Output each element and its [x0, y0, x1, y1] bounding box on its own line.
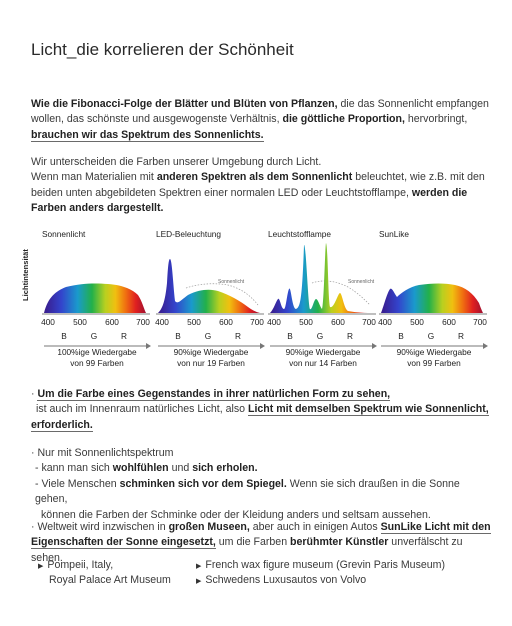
b3-t7: unverfälscht zu sehen.	[31, 536, 463, 564]
band-b: B	[61, 331, 67, 341]
reference-curve-label: Sonnenlicht	[218, 279, 245, 285]
caption-line1: 100%ige Wiedergabe	[57, 347, 137, 357]
band-r: R	[347, 331, 353, 341]
chart-label: Sonnenlicht	[42, 229, 86, 239]
tick-700: 700	[136, 317, 150, 327]
bullet1-text: ist auch im Innenraum natürliches Licht, also	[36, 403, 248, 416]
sunlight-spectrum-bullet	[31, 446, 491, 523]
spectrum-chart-sunlight	[42, 225, 152, 385]
caption-line2: von nur 19 Farben	[177, 357, 245, 368]
list-item	[196, 558, 445, 574]
caption-line2: von 99 Farben	[407, 357, 461, 368]
tick-400: 400	[155, 317, 169, 327]
chart-label: Leuchtstofflampe	[268, 229, 332, 239]
band-b: B	[287, 331, 293, 341]
light-text-1: Wenn man Materialien mit	[31, 171, 157, 184]
y-axis-label: Lichtintensität	[21, 249, 30, 301]
intro-text-2: die das Sonnenlicht empfangen wollen, das schönste und ausgewogenste Verhältnis,	[31, 98, 489, 126]
bullet2-line4: können die Farben der Schminke oder der Kleidung anders und seltsam aussehen.	[41, 508, 431, 521]
spectrum-chart-fluorescent	[268, 225, 378, 385]
spectrum-chart-led	[156, 225, 266, 385]
b3-t4: SunLike Licht mit den Eigenschaften der Sonne eingesetzt,	[31, 521, 491, 549]
caption-line2: von nur 14 Farben	[289, 357, 357, 368]
b3-t1: · Weltweit wird inzwischen in	[31, 521, 169, 533]
band-g: G	[204, 331, 212, 341]
intro-text-4: hervorbringt,	[404, 113, 468, 126]
spectrum-chart-sunlike	[379, 225, 489, 385]
chart-caption	[156, 347, 266, 368]
sunlike-spectrum-graphic	[379, 243, 489, 319]
tick-500: 500	[410, 317, 424, 327]
intro-bold-3: die göttliche Proportion,	[282, 113, 405, 126]
b2-l3c: Wenn sie sich draußen in die Sonne gehen,	[35, 477, 460, 506]
tick-500: 500	[299, 317, 313, 327]
b2-l2c: und	[168, 462, 193, 475]
triangle-bullet-icon: ▶	[38, 563, 44, 570]
triangle-bullet-icon: ▶	[196, 578, 202, 585]
light-bold-2: anderen Spektren als dem Sonnenlicht	[156, 171, 353, 184]
tick-600: 600	[219, 317, 233, 327]
list-item-text: Pompeii, Italy,	[47, 559, 114, 571]
tick-600: 600	[331, 317, 345, 327]
b3-t2: großen Museen,	[168, 521, 250, 533]
b2-l3a: - Viele Menschen	[35, 477, 120, 490]
band-r: R	[235, 331, 241, 341]
b3-t6: berühmter Künstler	[290, 536, 389, 549]
reference-curve-label: Sonnenlicht	[348, 279, 375, 285]
light-text-3: beleuchtet, wie z.B. mit den beiden unten abgebildeten Spektren einer normalen LED oder Leuchtstofflampe,	[31, 171, 485, 199]
list-item	[38, 573, 171, 588]
band-g: G	[316, 331, 324, 341]
tick-600: 600	[442, 317, 456, 327]
tick-700: 700	[473, 317, 487, 327]
bullet2-line2	[31, 461, 491, 476]
chart-caption	[42, 347, 152, 368]
list-item-text: French wax figure museum (Grevin Paris Museum)	[205, 559, 445, 571]
bullet2-heading: · Nur mit Sonnenlichtspektrum	[31, 447, 174, 459]
light-bold-4: werden die Farben anders dargestellt.	[31, 186, 468, 215]
chart-label: LED-Beleuchtung	[156, 229, 222, 239]
b2-l2a: - kann man sich	[35, 462, 113, 475]
caption-line2: von 99 Farben	[70, 357, 124, 368]
band-b: B	[398, 331, 404, 341]
intro-paragraph	[31, 97, 491, 143]
bullet1-bold: Um die Farbe eines Gegenstandes in ihrer natürlichen Form zu sehen,	[37, 388, 391, 400]
sunlight-spectrum-graphic	[42, 243, 152, 319]
band-b: B	[175, 331, 181, 341]
band-r: R	[458, 331, 464, 341]
light-paragraph-line1: Wir unterscheiden die Farben unserer Umgebung durch Licht.	[31, 156, 322, 168]
list-item	[38, 558, 113, 574]
caption-line1: 90%ige Wiedergabe	[173, 347, 249, 357]
chart-caption	[268, 347, 378, 368]
led-spectrum-graphic	[156, 243, 266, 319]
list-item-text: Royal Palace Art Museum	[49, 574, 171, 586]
tick-700: 700	[362, 317, 376, 327]
list-item	[196, 573, 366, 589]
b3-t3: aber auch in einigen Autos	[249, 521, 381, 533]
list-item-text: Schwedens Luxusautos von Volvo	[205, 574, 367, 586]
intro-bold-5: brauchen wir das Spektrum des Sonnenlichts.	[31, 128, 264, 141]
triangle-bullet-icon: ▶	[196, 563, 202, 570]
bullet1-bold-2: Licht mit demselben Spektrum wie Sonnenlicht, erforderlich.	[31, 403, 489, 431]
b3-t5: um die Farben	[215, 536, 291, 549]
tick-500: 500	[187, 317, 201, 327]
caption-line1: 90%ige Wiedergabe	[396, 347, 472, 357]
bullet2-line3	[31, 477, 491, 508]
bullet-dot: ·	[31, 388, 38, 400]
band-g: G	[427, 331, 435, 341]
page-title: Licht_die korrelieren der Schönheit	[31, 40, 294, 59]
tick-400: 400	[378, 317, 392, 327]
b2-l2d: sich erholen.	[192, 462, 258, 475]
chart-caption	[379, 347, 489, 368]
tick-400: 400	[267, 317, 281, 327]
band-r: R	[121, 331, 127, 341]
chart-label: SunLike	[379, 229, 409, 239]
tick-600: 600	[105, 317, 119, 327]
b2-l3b: schminken sich vor dem Spiegel.	[119, 477, 287, 490]
b2-l2b: wohlfühlen	[112, 462, 169, 475]
tick-700: 700	[250, 317, 264, 327]
fluorescent-spectrum-graphic	[268, 243, 378, 319]
tick-400: 400	[41, 317, 55, 327]
natural-color-bullet	[31, 387, 491, 433]
tick-500: 500	[73, 317, 87, 327]
caption-line1: 90%ige Wiedergabe	[285, 347, 361, 357]
light-paragraph	[31, 155, 491, 217]
band-g: G	[90, 331, 98, 341]
intro-bold-1: Wie die Fibonacci-Folge der Blätter und Blüten von Pflanzen,	[31, 98, 338, 110]
